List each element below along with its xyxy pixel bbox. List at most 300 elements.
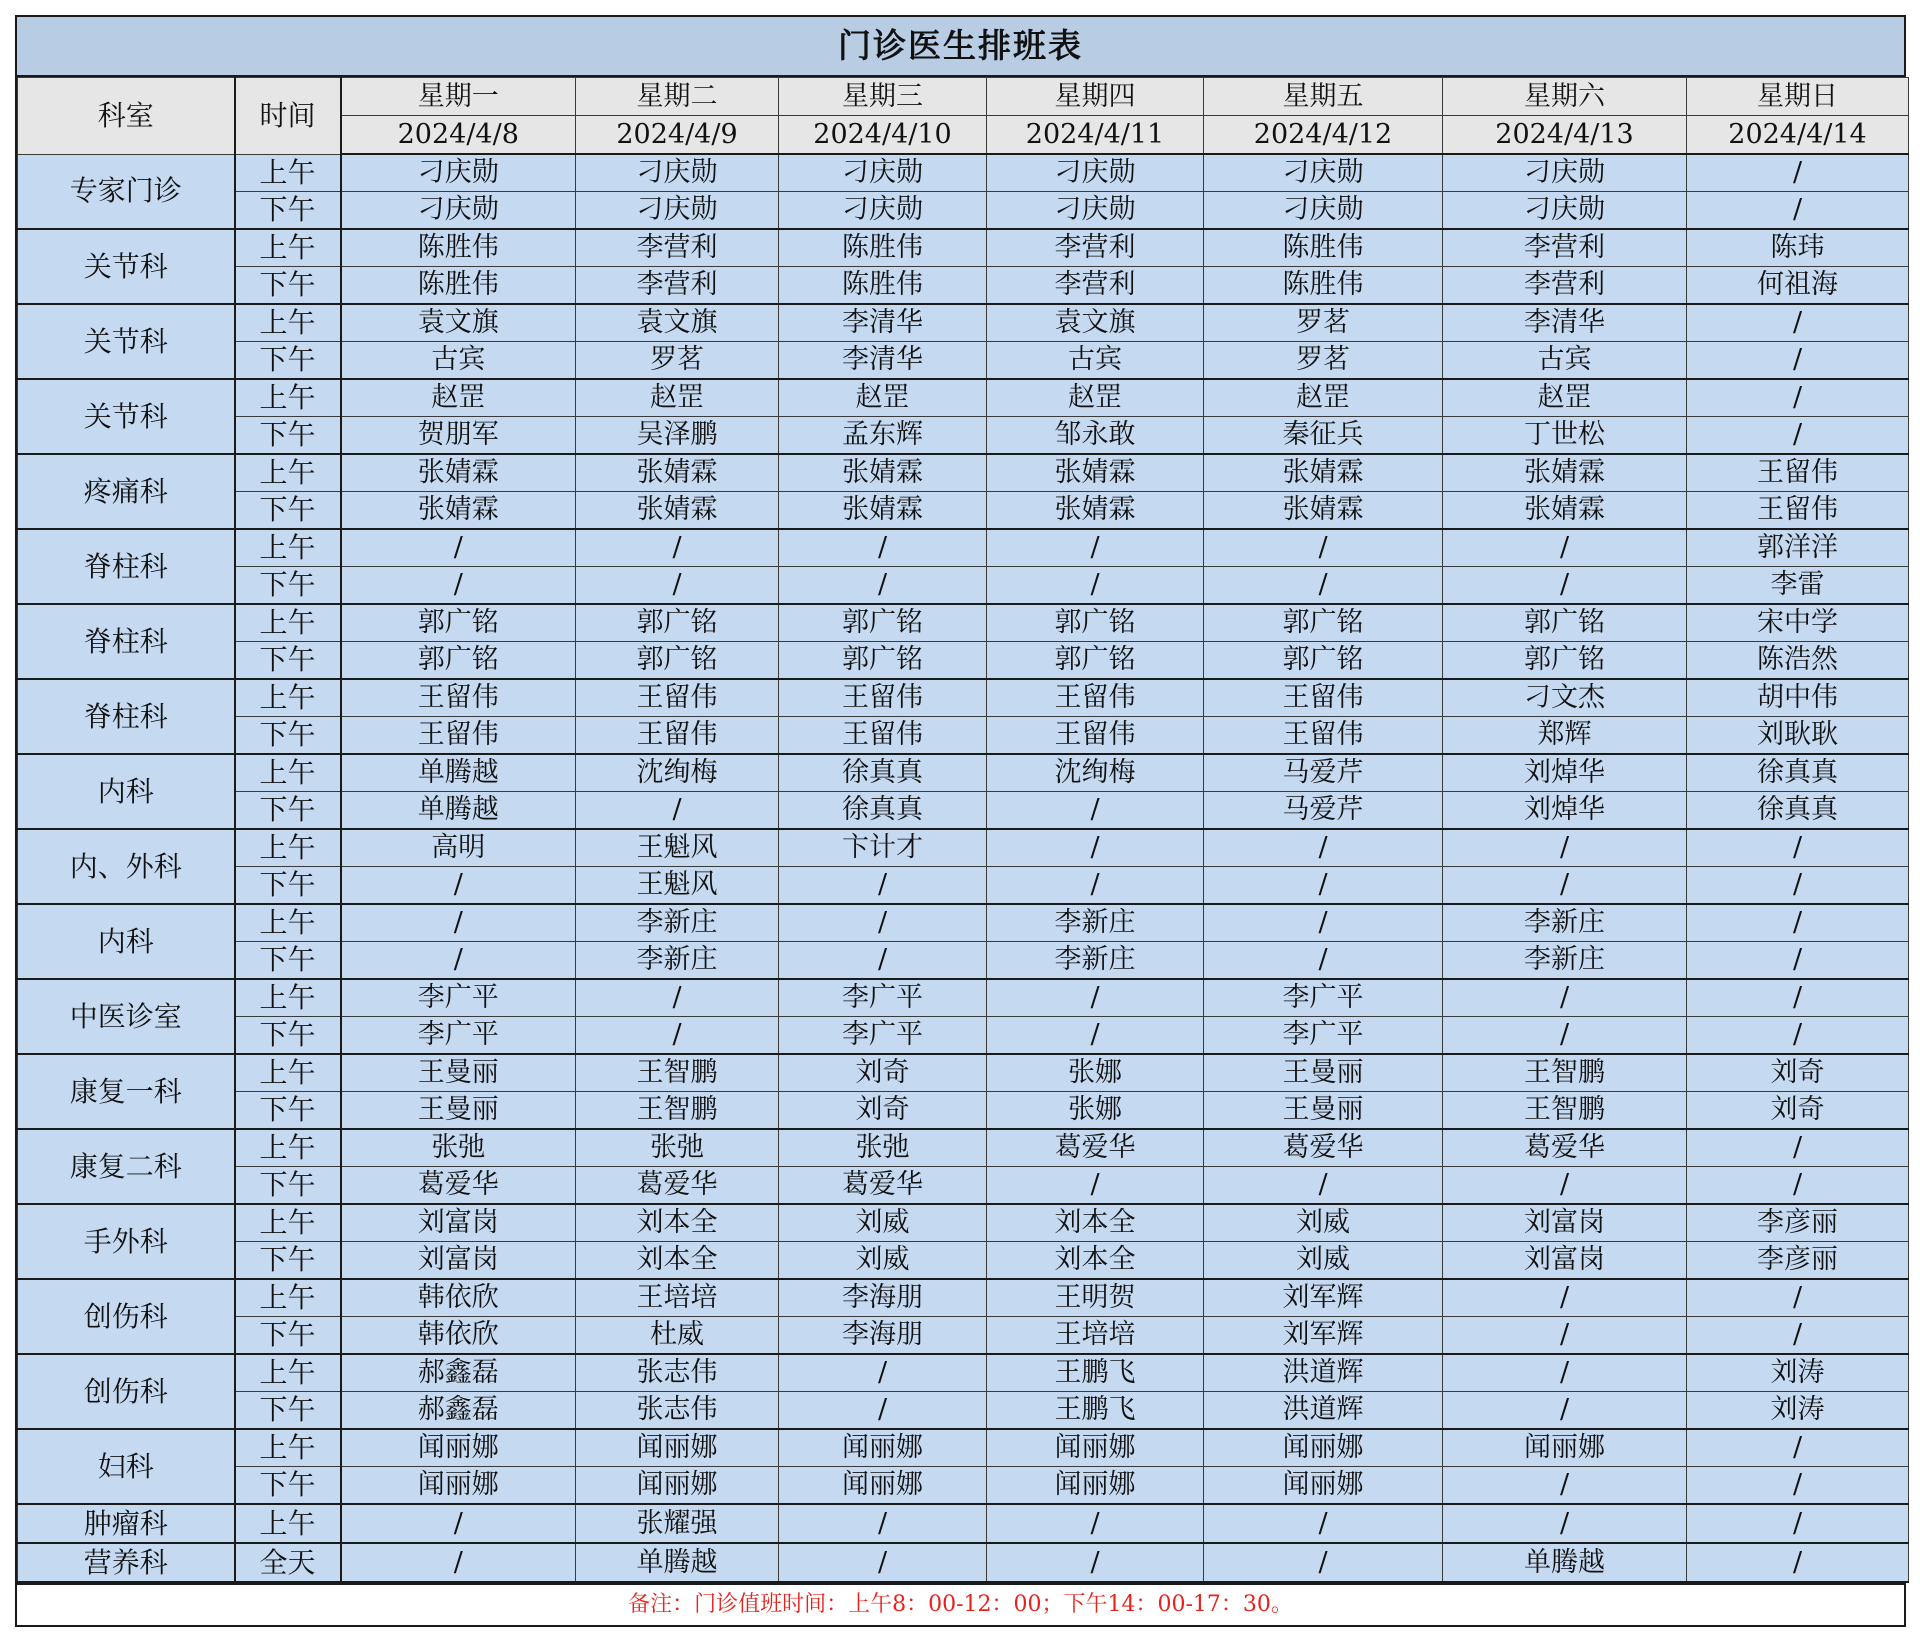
- date-header: 2024/4/13: [1443, 116, 1687, 155]
- doctor-cell: /: [576, 529, 779, 567]
- table-row: [18, 754, 1909, 792]
- doctor-cell: 郝鑫磊: [341, 1392, 576, 1430]
- doctor-cell: 张婧霖: [576, 454, 779, 492]
- doctor-cell: 王留伟: [341, 717, 576, 755]
- doctor-cell: 李新庄: [576, 904, 779, 942]
- table-row: [18, 454, 1909, 492]
- table-row: [18, 342, 1909, 380]
- doctor-cell: 闻丽娜: [341, 1467, 576, 1505]
- time-slot-cell: 下午: [235, 417, 341, 455]
- time-slot-cell: 上午: [235, 379, 341, 417]
- table-row: [18, 642, 1909, 680]
- doctor-cell: 陈胜伟: [341, 229, 576, 267]
- doctor-cell: 宋中学: [1687, 604, 1909, 642]
- doctor-cell: 刁庆勋: [1204, 154, 1443, 192]
- doctor-cell: /: [779, 567, 987, 605]
- doctor-cell: 古宾: [341, 342, 576, 380]
- doctor-cell: 张志伟: [576, 1392, 779, 1430]
- doctor-cell: /: [1204, 1504, 1443, 1543]
- doctor-cell: 李广平: [1204, 979, 1443, 1017]
- time-slot-cell: 上午: [235, 304, 341, 342]
- doctor-cell: /: [1443, 1317, 1687, 1355]
- doctor-cell: 王曼丽: [341, 1054, 576, 1092]
- doctor-cell: /: [1443, 1467, 1687, 1505]
- doctor-cell: /: [1443, 529, 1687, 567]
- doctor-cell: 王鹏飞: [987, 1392, 1204, 1430]
- doctor-cell: 徐真真: [779, 754, 987, 792]
- department-cell: 关节科: [18, 379, 235, 454]
- doctor-cell: 张婧霖: [1204, 454, 1443, 492]
- doctor-cell: 罗茗: [576, 342, 779, 380]
- time-slot-cell: 下午: [235, 942, 341, 980]
- doctor-cell: 张弛: [341, 1129, 576, 1167]
- doctor-cell: 赵罡: [341, 379, 576, 417]
- doctor-cell: /: [1687, 304, 1909, 342]
- table-row: [18, 717, 1909, 755]
- doctor-cell: 王智鹏: [576, 1092, 779, 1130]
- doctor-cell: 刁庆勋: [987, 192, 1204, 230]
- doctor-cell: 王留伟: [341, 679, 576, 717]
- table-row: [18, 304, 1909, 342]
- doctor-cell: /: [1687, 192, 1909, 230]
- doctor-cell: 闻丽娜: [779, 1467, 987, 1505]
- table-row: [18, 1504, 1909, 1543]
- doctor-cell: /: [1204, 942, 1443, 980]
- doctor-cell: 张婧霖: [779, 492, 987, 530]
- doctor-cell: 王留伟: [1687, 492, 1909, 530]
- table-row: [18, 192, 1909, 230]
- table-row: [18, 829, 1909, 867]
- table-row: [18, 1279, 1909, 1317]
- doctor-cell: /: [987, 829, 1204, 867]
- doctor-cell: 李新庄: [1443, 942, 1687, 980]
- doctor-cell: /: [1443, 567, 1687, 605]
- doctor-cell: /: [1687, 979, 1909, 1017]
- time-slot-cell: 下午: [235, 192, 341, 230]
- doctor-cell: 王留伟: [779, 717, 987, 755]
- doctor-cell: 袁文旗: [576, 304, 779, 342]
- doctor-cell: 单腾越: [341, 792, 576, 830]
- doctor-cell: /: [576, 792, 779, 830]
- doctor-cell: /: [1443, 1504, 1687, 1543]
- doctor-cell: 陈玮: [1687, 229, 1909, 267]
- date-header: 2024/4/10: [779, 116, 987, 155]
- doctor-cell: /: [779, 942, 987, 980]
- department-cell: 营养科: [18, 1543, 235, 1582]
- time-slot-cell: 上午: [235, 1129, 341, 1167]
- doctor-cell: 单腾越: [341, 754, 576, 792]
- weekday-header: 星期一: [341, 78, 576, 116]
- doctor-cell: 刘奇: [779, 1054, 987, 1092]
- doctor-cell: /: [779, 1543, 987, 1582]
- doctor-cell: 张弛: [576, 1129, 779, 1167]
- department-cell: 疼痛科: [18, 454, 235, 529]
- doctor-cell: 闻丽娜: [987, 1429, 1204, 1467]
- doctor-cell: /: [1204, 904, 1443, 942]
- doctor-cell: /: [1443, 1167, 1687, 1205]
- doctor-cell: 张婧霖: [1443, 492, 1687, 530]
- table-row: [18, 867, 1909, 905]
- doctor-cell: /: [1687, 904, 1909, 942]
- doctor-cell: /: [576, 1017, 779, 1055]
- doctor-cell: 王留伟: [987, 679, 1204, 717]
- doctor-cell: 陈胜伟: [1204, 229, 1443, 267]
- doctor-cell: 李营利: [576, 229, 779, 267]
- department-cell: 创伤科: [18, 1354, 235, 1429]
- time-slot-cell: 下午: [235, 1392, 341, 1430]
- doctor-cell: 张婧霖: [576, 492, 779, 530]
- doctor-cell: 闻丽娜: [576, 1467, 779, 1505]
- department-cell: 脊柱科: [18, 679, 235, 754]
- doctor-cell: 赵罡: [576, 379, 779, 417]
- doctor-cell: 贺朋军: [341, 417, 576, 455]
- doctor-cell: 李营利: [987, 229, 1204, 267]
- doctor-cell: 郭广铭: [1443, 642, 1687, 680]
- doctor-cell: 刘军辉: [1204, 1317, 1443, 1355]
- time-slot-cell: 上午: [235, 1429, 341, 1467]
- department-cell: 专家门诊: [18, 154, 235, 229]
- doctor-cell: 闻丽娜: [779, 1429, 987, 1467]
- doctor-cell: 闻丽娜: [987, 1467, 1204, 1505]
- doctor-cell: /: [1443, 979, 1687, 1017]
- doctor-cell: 李彦丽: [1687, 1204, 1909, 1242]
- doctor-cell: /: [987, 1543, 1204, 1582]
- doctor-cell: 邹永敢: [987, 417, 1204, 455]
- doctor-cell: 郭广铭: [1443, 604, 1687, 642]
- doctor-cell: /: [1687, 942, 1909, 980]
- doctor-cell: 刁庆勋: [987, 154, 1204, 192]
- time-slot-cell: 下午: [235, 492, 341, 530]
- doctor-cell: 李广平: [1204, 1017, 1443, 1055]
- doctor-cell: 刁庆勋: [779, 192, 987, 230]
- time-slot-cell: 上午: [235, 454, 341, 492]
- doctor-cell: 李雷: [1687, 567, 1909, 605]
- doctor-cell: 王鹏飞: [987, 1354, 1204, 1392]
- doctor-cell: 张志伟: [576, 1354, 779, 1392]
- table-row: [18, 529, 1909, 567]
- table-row: [18, 154, 1909, 192]
- time-slot-cell: 下午: [235, 1017, 341, 1055]
- doctor-cell: 李清华: [779, 342, 987, 380]
- doctor-cell: /: [779, 1354, 987, 1392]
- doctor-cell: 刁庆勋: [779, 154, 987, 192]
- doctor-cell: /: [987, 867, 1204, 905]
- doctor-cell: 王智鹏: [576, 1054, 779, 1092]
- time-slot-cell: 全天: [235, 1543, 341, 1582]
- doctor-cell: /: [1443, 1279, 1687, 1317]
- doctor-cell: 张娜: [987, 1054, 1204, 1092]
- weekday-header: 星期日: [1687, 78, 1909, 116]
- doctor-cell: 李广平: [341, 1017, 576, 1055]
- doctor-cell: 李广平: [341, 979, 576, 1017]
- doctor-cell: /: [1687, 1129, 1909, 1167]
- table-row: [18, 1054, 1909, 1092]
- time-slot-cell: 下午: [235, 1092, 341, 1130]
- doctor-cell: 郭广铭: [341, 642, 576, 680]
- weekday-header-row: [18, 78, 1909, 116]
- doctor-cell: 葛爱华: [779, 1167, 987, 1205]
- doctor-cell: 马爱芹: [1204, 754, 1443, 792]
- time-slot-cell: 上午: [235, 1279, 341, 1317]
- doctor-cell: 刘涛: [1687, 1354, 1909, 1392]
- table-row: [18, 229, 1909, 267]
- doctor-cell: 何祖海: [1687, 267, 1909, 305]
- doctor-cell: 袁文旗: [341, 304, 576, 342]
- time-slot-cell: 上午: [235, 679, 341, 717]
- sheet-title: 门诊医生排班表: [17, 17, 1904, 77]
- doctor-cell: /: [341, 867, 576, 905]
- doctor-cell: 刘奇: [779, 1092, 987, 1130]
- department-cell: 手外科: [18, 1204, 235, 1279]
- table-body: [18, 154, 1909, 1582]
- department-cell: 内科: [18, 754, 235, 829]
- doctor-cell: /: [1443, 1392, 1687, 1430]
- doctor-cell: 闻丽娜: [341, 1429, 576, 1467]
- table-row: [18, 1354, 1909, 1392]
- table-row: [18, 1543, 1909, 1582]
- doctor-cell: 郑辉: [1443, 717, 1687, 755]
- time-slot-cell: 上午: [235, 229, 341, 267]
- doctor-cell: 刁庆勋: [341, 192, 576, 230]
- doctor-cell: 杜威: [576, 1317, 779, 1355]
- time-slot-cell: 下午: [235, 792, 341, 830]
- doctor-cell: 郝鑫磊: [341, 1354, 576, 1392]
- doctor-cell: 郭洋洋: [1687, 529, 1909, 567]
- doctor-cell: /: [1687, 1543, 1909, 1582]
- doctor-cell: /: [341, 904, 576, 942]
- doctor-cell: 刘焯华: [1443, 792, 1687, 830]
- weekday-header: 星期三: [779, 78, 987, 116]
- table-row: [18, 1167, 1909, 1205]
- department-cell: 脊柱科: [18, 529, 235, 604]
- time-slot-cell: 下午: [235, 1317, 341, 1355]
- date-header: 2024/4/14: [1687, 116, 1909, 155]
- date-header: 2024/4/12: [1204, 116, 1443, 155]
- doctor-cell: 葛爱华: [576, 1167, 779, 1205]
- doctor-cell: 葛爱华: [1443, 1129, 1687, 1167]
- table-row: [18, 1392, 1909, 1430]
- date-header: 2024/4/9: [576, 116, 779, 155]
- doctor-cell: /: [1443, 867, 1687, 905]
- table-row: [18, 604, 1909, 642]
- dept-column-header: 科室: [18, 78, 235, 155]
- doctor-cell: 张弛: [779, 1129, 987, 1167]
- doctor-cell: 王培培: [576, 1279, 779, 1317]
- doctor-cell: 单腾越: [1443, 1543, 1687, 1582]
- doctor-cell: /: [1687, 829, 1909, 867]
- doctor-cell: 闻丽娜: [1443, 1429, 1687, 1467]
- department-cell: 中医诊室: [18, 979, 235, 1054]
- doctor-cell: /: [1443, 1017, 1687, 1055]
- department-cell: 内、外科: [18, 829, 235, 904]
- doctor-cell: 王魁风: [576, 867, 779, 905]
- department-cell: 内科: [18, 904, 235, 979]
- doctor-cell: /: [779, 529, 987, 567]
- time-column-header: 时间: [235, 78, 341, 155]
- doctor-cell: /: [1204, 867, 1443, 905]
- time-slot-cell: 下午: [235, 567, 341, 605]
- doctor-cell: /: [779, 867, 987, 905]
- doctor-cell: 洪道辉: [1204, 1392, 1443, 1430]
- table-header: [18, 78, 1909, 155]
- doctor-cell: /: [341, 1504, 576, 1543]
- doctor-cell: 刘奇: [1687, 1054, 1909, 1092]
- doctor-cell: 罗茗: [1204, 304, 1443, 342]
- doctor-cell: 陈胜伟: [779, 267, 987, 305]
- doctor-cell: 葛爱华: [987, 1129, 1204, 1167]
- doctor-cell: /: [987, 567, 1204, 605]
- doctor-cell: 刁庆勋: [1204, 192, 1443, 230]
- table-row: [18, 379, 1909, 417]
- doctor-cell: /: [1687, 1167, 1909, 1205]
- doctor-cell: 王留伟: [1204, 679, 1443, 717]
- time-slot-cell: 上午: [235, 604, 341, 642]
- doctor-cell: 张婧霖: [341, 454, 576, 492]
- doctor-cell: /: [1204, 829, 1443, 867]
- doctor-cell: 徐真真: [779, 792, 987, 830]
- time-slot-cell: 上午: [235, 979, 341, 1017]
- time-slot-cell: 下午: [235, 342, 341, 380]
- doctor-cell: 洪道辉: [1204, 1354, 1443, 1392]
- department-cell: 康复二科: [18, 1129, 235, 1204]
- doctor-cell: 郭广铭: [987, 604, 1204, 642]
- department-cell: 创伤科: [18, 1279, 235, 1354]
- doctor-cell: 刘富岗: [1443, 1242, 1687, 1280]
- doctor-cell: 李海朋: [779, 1317, 987, 1355]
- doctor-cell: /: [1687, 867, 1909, 905]
- doctor-cell: /: [987, 1167, 1204, 1205]
- doctor-cell: /: [341, 529, 576, 567]
- doctor-cell: 刁庆勋: [576, 154, 779, 192]
- doctor-cell: 王培培: [987, 1317, 1204, 1355]
- doctor-cell: 沈绚梅: [576, 754, 779, 792]
- doctor-cell: 李营利: [1443, 267, 1687, 305]
- doctor-cell: /: [341, 942, 576, 980]
- doctor-cell: 刘富岗: [1443, 1204, 1687, 1242]
- doctor-cell: /: [987, 1504, 1204, 1543]
- doctor-cell: 卞计才: [779, 829, 987, 867]
- doctor-cell: 李彦丽: [1687, 1242, 1909, 1280]
- doctor-cell: /: [987, 792, 1204, 830]
- doctor-cell: 马爱芹: [1204, 792, 1443, 830]
- time-slot-cell: 上午: [235, 904, 341, 942]
- doctor-cell: 李广平: [779, 979, 987, 1017]
- doctor-cell: 刘威: [1204, 1242, 1443, 1280]
- footer-note: 备注：门诊值班时间：上午8：00-12：00；下午14：00-17：30。: [17, 1583, 1904, 1625]
- doctor-cell: 刘焯华: [1443, 754, 1687, 792]
- doctor-cell: 单腾越: [576, 1543, 779, 1582]
- doctor-cell: 刁文杰: [1443, 679, 1687, 717]
- doctor-cell: 王明贺: [987, 1279, 1204, 1317]
- doctor-cell: 刘本全: [576, 1242, 779, 1280]
- weekday-header: 星期二: [576, 78, 779, 116]
- doctor-cell: 郭广铭: [987, 642, 1204, 680]
- department-cell: 脊柱科: [18, 604, 235, 679]
- doctor-cell: 郭广铭: [779, 642, 987, 680]
- doctor-cell: 郭广铭: [779, 604, 987, 642]
- doctor-cell: 刘本全: [987, 1204, 1204, 1242]
- department-cell: 关节科: [18, 304, 235, 379]
- doctor-cell: 王留伟: [576, 717, 779, 755]
- table-row: [18, 267, 1909, 305]
- doctor-cell: /: [987, 1017, 1204, 1055]
- department-cell: 妇科: [18, 1429, 235, 1504]
- weekday-header: 星期四: [987, 78, 1204, 116]
- doctor-cell: 王留伟: [779, 679, 987, 717]
- weekday-header: 星期五: [1204, 78, 1443, 116]
- doctor-cell: 张婧霖: [341, 492, 576, 530]
- doctor-cell: /: [779, 904, 987, 942]
- doctor-cell: /: [1687, 1504, 1909, 1543]
- doctor-cell: /: [1204, 1543, 1443, 1582]
- doctor-cell: 李新庄: [1443, 904, 1687, 942]
- doctor-cell: 王魁风: [576, 829, 779, 867]
- doctor-cell: 高明: [341, 829, 576, 867]
- doctor-cell: 古宾: [1443, 342, 1687, 380]
- doctor-cell: 李广平: [779, 1017, 987, 1055]
- table-row: [18, 1467, 1909, 1505]
- doctor-cell: 张婧霖: [987, 454, 1204, 492]
- doctor-cell: 王曼丽: [1204, 1054, 1443, 1092]
- doctor-cell: 李营利: [987, 267, 1204, 305]
- doctor-cell: 丁世松: [1443, 417, 1687, 455]
- table-row: [18, 792, 1909, 830]
- doctor-cell: 刘耿耿: [1687, 717, 1909, 755]
- doctor-cell: 张耀强: [576, 1504, 779, 1543]
- doctor-cell: 王曼丽: [1204, 1092, 1443, 1130]
- doctor-cell: 李营利: [576, 267, 779, 305]
- doctor-cell: 刘涛: [1687, 1392, 1909, 1430]
- doctor-cell: /: [779, 1392, 987, 1430]
- department-cell: 关节科: [18, 229, 235, 304]
- doctor-cell: 刘富岗: [341, 1204, 576, 1242]
- doctor-cell: /: [1204, 1167, 1443, 1205]
- doctor-cell: 王留伟: [987, 717, 1204, 755]
- time-slot-cell: 上午: [235, 1204, 341, 1242]
- doctor-cell: /: [1687, 1467, 1909, 1505]
- table-row: [18, 1317, 1909, 1355]
- table-row: [18, 1204, 1909, 1242]
- time-slot-cell: 上午: [235, 829, 341, 867]
- doctor-cell: /: [1687, 1017, 1909, 1055]
- time-slot-cell: 上午: [235, 154, 341, 192]
- doctor-cell: /: [1687, 417, 1909, 455]
- doctor-cell: 王留伟: [1204, 717, 1443, 755]
- doctor-cell: 郭广铭: [1204, 604, 1443, 642]
- doctor-cell: /: [1687, 1279, 1909, 1317]
- doctor-cell: 李清华: [1443, 304, 1687, 342]
- doctor-cell: 闻丽娜: [1204, 1467, 1443, 1505]
- schedule-table: [17, 77, 1909, 1583]
- doctor-cell: /: [576, 979, 779, 1017]
- doctor-cell: 罗茗: [1204, 342, 1443, 380]
- doctor-cell: /: [1687, 342, 1909, 380]
- doctor-cell: 刘奇: [1687, 1092, 1909, 1130]
- doctor-cell: 刘本全: [576, 1204, 779, 1242]
- weekday-header: 星期六: [1443, 78, 1687, 116]
- table-row: [18, 679, 1909, 717]
- doctor-cell: 吴泽鹏: [576, 417, 779, 455]
- doctor-cell: 闻丽娜: [576, 1429, 779, 1467]
- doctor-cell: 李清华: [779, 304, 987, 342]
- time-slot-cell: 下午: [235, 642, 341, 680]
- time-slot-cell: 下午: [235, 267, 341, 305]
- doctor-cell: 刁庆勋: [576, 192, 779, 230]
- time-slot-cell: 上午: [235, 529, 341, 567]
- table-row: [18, 1092, 1909, 1130]
- doctor-cell: 秦征兵: [1204, 417, 1443, 455]
- doctor-cell: 李新庄: [576, 942, 779, 980]
